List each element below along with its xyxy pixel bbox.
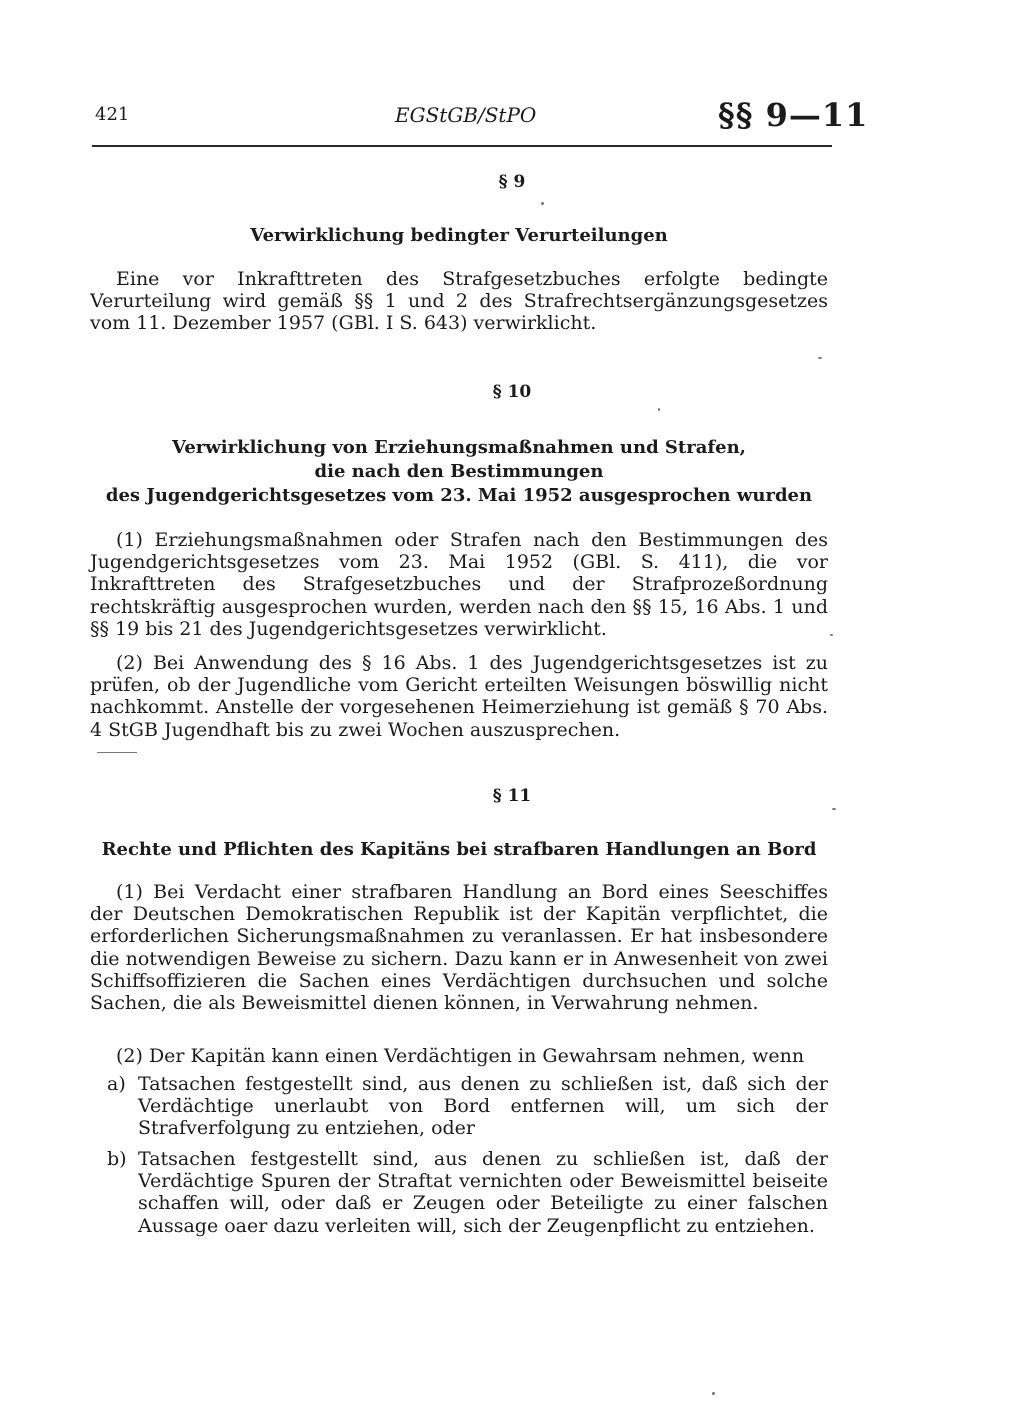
scan-speck (658, 408, 660, 411)
section-9-number: § 9 (498, 172, 526, 192)
section-11-paragraph-2: (2) Der Kapitän kann einen Verdächtigen in Gewahrsam nehmen, wenn (116, 1045, 805, 1067)
section-11-heading (90, 838, 828, 862)
section-10-paragraph-2: (2) Bei Anwendung des § 16 Abs. 1 des Jugendgerichtsgesetzes ist zu prüfen, ob der Jugendliche vom Gericht erteilten Weisungen böswillig nicht nachkommt. Anstelle der vorgesehenen Heimerziehung ist gemäß § 70 Abs. 4 StGB Jugendhaft bis zu zwei Wochen auszusprechen. (90, 652, 828, 741)
section-10-heading-line-1: Verwirklichung von Erziehungsmaßnahmen und Strafen, (172, 437, 746, 458)
page-number: 421 (95, 104, 130, 125)
section-9-heading (90, 224, 828, 248)
scan-speck (830, 634, 833, 636)
section-10-paragraph-1: (1) Erziehungsmaßnahmen oder Strafen nach den Bestimmungen des Jugendgerichtsgesetzes vom 23. Mai 1952 (GBl. S. 411), die vor Inkrafttreten des Strafgesetzbuches und der Strafprozeßordnung rechtskräftig ausgesprochen wurden, werden nach den §§ 15, 16 Abs. 1 und §§ 19 bis 21 des Jugendgerichtsgesetzes verwirklicht. (90, 529, 828, 640)
section-10-heading-line-2: die nach den Bestimmungen (314, 461, 604, 482)
section-10-number: § 10 (492, 382, 532, 402)
section-11-number: § 11 (492, 786, 532, 806)
section-range: §§ 9—11 (718, 96, 869, 134)
list-item-a-label: a) (107, 1073, 126, 1095)
list-item-a-text: Tatsachen festgestellt sind, aus denen zu schließen ist, daß sich der Verdächtige unerlaubt von Bord entfernen will, um sich der Strafverfolgung zu entziehen, oder (138, 1073, 828, 1140)
scan-speck (832, 808, 836, 810)
section-11-heading-line: Rechte und Pflichten des Kapitäns bei strafbaren Handlungen an Bord (101, 839, 817, 860)
header-rule (92, 145, 832, 147)
section-10-heading (90, 436, 828, 508)
scan-speck (818, 357, 822, 359)
scan-speck (541, 202, 544, 205)
scan-speck (97, 752, 137, 753)
list-item-b-label: b) (107, 1148, 127, 1170)
list-item-b-text: Tatsachen festgestellt sind, aus denen zu schließen ist, daß der Verdächtige Spuren der Straftat vernichten oder Beweismittel beiseite schaffen will, oder daß er Zeugen oder Beteiligte zu einer falschen Aussage oaer dazu verleiten will, sich der Zeugenpflicht zu entziehen. (138, 1148, 828, 1237)
section-10-heading-line-3: des Jugendgerichtsgesetzes vom 23. Mai 1952 ausgesprochen wurden (105, 485, 813, 506)
section-9-paragraph: Eine vor Inkrafttreten des Strafgesetzbuches erfolgte bedingte Verurteilung wird gemäß §§ 1 und 2 des Strafrechtsergänzungsgesetzes vom 11. Dezember 1957 (GBl. I S. 643) verwirklicht. (90, 268, 828, 335)
section-9-heading-line: Verwirklichung bedingter Verurteilungen (250, 225, 668, 246)
section-11-paragraph-1: (1) Bei Verdacht einer strafbaren Handlung an Bord eines Seeschiffes der Deutschen Demokratischen Republik ist der Kapitän verpflichtet, die erforderlichen Sicherungsmaßnahmen zu veranlassen. Er hat insbesondere die notwendigen Beweise zu sichern. Dazu kann er in Anwesenheit von zwei Schiffsoffizieren die Sachen eines Verdächtigen durchsuchen und solche Sachen, die als Beweismittel dienen können, in Verwahrung nehmen. (90, 881, 828, 1015)
running-title: EGStGB/StPO (395, 103, 537, 127)
scan-speck (712, 1392, 715, 1395)
